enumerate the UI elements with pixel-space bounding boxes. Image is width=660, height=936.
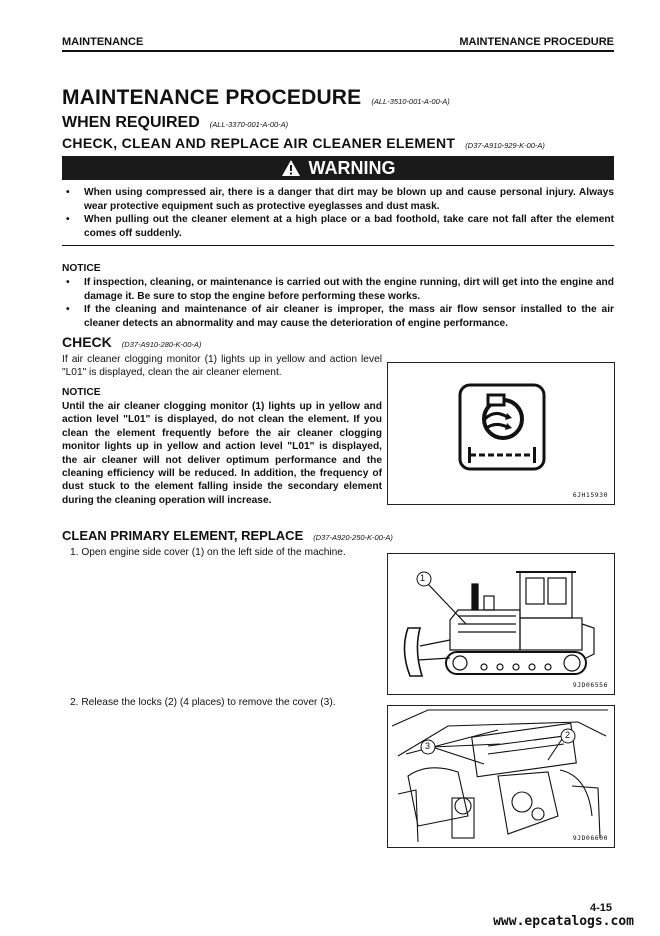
- page-title-text: MAINTENANCE PROCEDURE: [62, 86, 362, 109]
- bulldozer-figure: [387, 553, 615, 695]
- check-heading-code: (D37-A910-280-K-00-A): [121, 340, 202, 349]
- warning-item: • When using compressed air, there is a danger that dirt may be blown up and cause personal injury. Always wear protective equipment such as protective eyeglasses and dust mask.: [62, 186, 614, 213]
- subtitle-code: (ALL-3370-001-A-00-A): [209, 120, 289, 129]
- warning-label: WARNING: [308, 157, 396, 178]
- figure-id: 9JD06600: [572, 834, 608, 842]
- page-title-code: (ALL-3510-001-A-00-A): [371, 97, 450, 106]
- check-notice-text: Until the air cleaner clogging monitor (1) lights up in yellow and action level "L01" is displayed, do not clean the element. If you clean the element frequently before the air cleaner clogging monitor lights up in yellow and action level "L01" is displayed, the air cleaner will not deliver optimum performance and the cleaning efficiency will be reduced. In addition, the frequency of dust stuck to the element falling inside the secondary element during the cleaning operation will increase.: [62, 401, 382, 506]
- header-rule: [62, 50, 614, 52]
- callout-2: 2: [565, 730, 571, 740]
- callout-1: 1: [420, 573, 426, 583]
- running-header-right: MAINTENANCE PROCEDURE: [459, 36, 614, 48]
- warning-bottom-rule: [62, 245, 614, 246]
- check-text: If air cleaner clogging monitor (1) lights up in yellow and action level "L01" is displayed, clean the air cleaner element.: [62, 354, 382, 379]
- clean-heading: [62, 528, 393, 543]
- clean-heading-text: CLEAN PRIMARY ELEMENT, REPLACE: [62, 528, 304, 543]
- page-title: [62, 86, 450, 110]
- air-cleaner-clogging-monitor-icon: [388, 363, 614, 504]
- warning-banner: [62, 156, 614, 180]
- warning-item: • When pulling out the cleaner element at a high place or a bad foothold, take care not fall after the element comes off suddenly.: [62, 213, 614, 240]
- check-heading-text: CHECK: [62, 334, 112, 350]
- notice-label: NOTICE: [62, 263, 101, 274]
- check-notice-label: NOTICE: [62, 387, 101, 398]
- engine-compartment-illustration: [388, 706, 614, 847]
- watermark-url: www.epcatalogs.com: [493, 914, 634, 929]
- warning-triangle-icon: [281, 159, 301, 177]
- notice-item: • If inspection, cleaning, or maintenance is carried out with the engine running, dirt will get into the engine and damage it. Be sure to stop the engine before performing these works.: [62, 276, 614, 303]
- clean-heading-code: (D37-A920-250-K-00-A): [313, 533, 393, 542]
- subtitle: [62, 114, 288, 132]
- callout-3: 3: [425, 741, 431, 751]
- section-heading: [62, 135, 545, 151]
- step-1-text: 1. Open engine side cover (1) on the left side of the machine.: [70, 547, 346, 558]
- step-2-text: 2. Release the locks (2) (4 places) to remove the cover (3).: [70, 697, 336, 708]
- figure-id: 9JD06556: [572, 681, 608, 689]
- engine-cover-figure: [387, 705, 615, 848]
- section-heading-text: CHECK, CLEAN AND REPLACE AIR CLEANER ELEMENT: [62, 135, 456, 151]
- clogging-monitor-figure: [387, 362, 615, 505]
- subtitle-text: WHEN REQUIRED: [62, 114, 200, 131]
- warning-list: [62, 186, 614, 240]
- running-header-left: MAINTENANCE: [62, 36, 144, 48]
- page-number: 4-15: [589, 902, 612, 914]
- figure-id: 6JH15930: [572, 491, 608, 499]
- check-heading: [62, 334, 201, 350]
- notice-item: • If the cleaning and maintenance of air cleaner is improper, the mass air flow sensor installed to the air cleaner detects an abnormality and may cause the deterioration of engine performance.: [62, 303, 614, 330]
- notice-list: [62, 276, 614, 330]
- section-heading-code: (D37-A910-929-K-00-A): [465, 141, 545, 150]
